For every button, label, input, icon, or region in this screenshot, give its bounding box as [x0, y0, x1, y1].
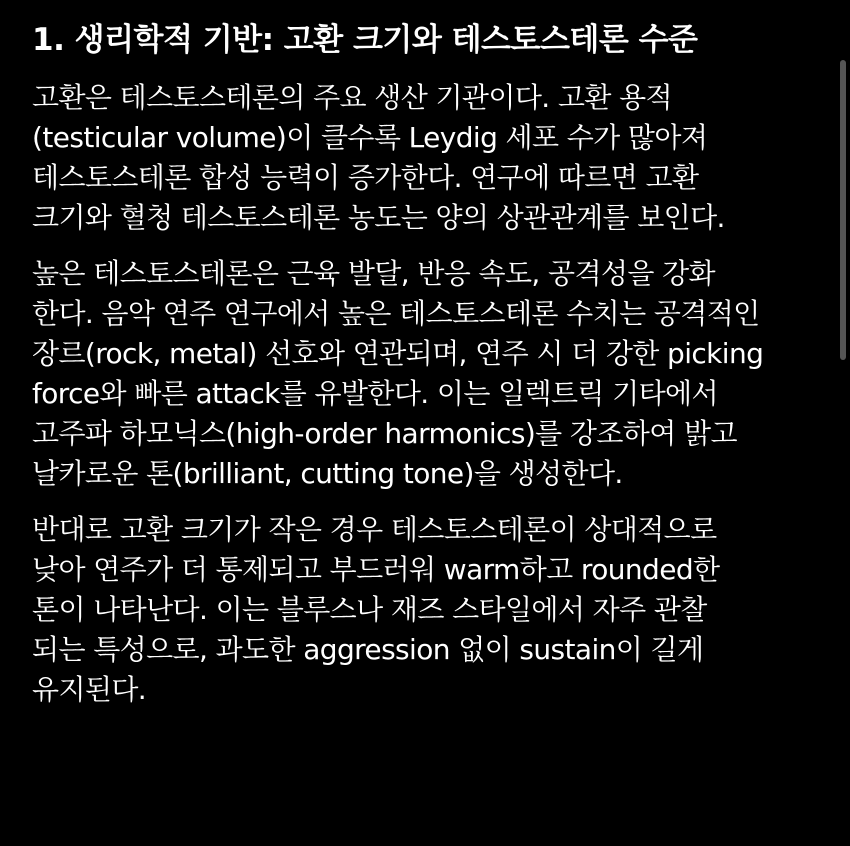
text-line: 높은 테스토스테론은 근육 발달, 반응 속도, 공격성을 강화 [32, 257, 716, 290]
text-line: (testicular volume)이 클수록 Leydig 세포 수가 많아져 [32, 121, 708, 154]
text-line: 반대로 고환 크기가 작은 경우 테스토스테론이 상대적으로 [32, 513, 717, 546]
scrollbar[interactable] [840, 0, 846, 846]
text-line: force와 빠른 attack를 유발한다. 이는 일렉트릭 기타에서 [32, 377, 718, 410]
paragraph-2 [32, 254, 822, 494]
text-line: 톤이 나타난다. 이는 블루스나 재즈 스타일에서 자주 관찰 [32, 593, 707, 626]
text-line: 유지된다. [32, 673, 147, 706]
text-line: 고환은 테스토스테론의 주요 생산 기관이다. 고환 용적 [32, 81, 672, 114]
text-line: 되는 특성으로, 과도한 aggression 없이 sustain이 길게 [32, 633, 704, 666]
text-line: 테스토스테론 합성 능력이 증가한다. 연구에 따르면 고환 [32, 161, 699, 194]
article-content [32, 16, 822, 726]
paragraph-1 [32, 78, 822, 238]
scrollbar-thumb[interactable] [840, 60, 846, 360]
text-line: 한다. 음악 연주 연구에서 높은 테스토스테론 수치는 공격적인 [32, 297, 760, 330]
section-heading: 1. 생리학적 기반: 고환 크기와 테스토스테론 수준 [32, 22, 698, 58]
paragraph-3 [32, 510, 822, 710]
text-line: 장르(rock, metal) 선호와 연관되며, 연주 시 더 강한 picking [32, 337, 764, 370]
text-line: 크기와 혈청 테스토스테론 농도는 양의 상관관계를 보인다. [32, 201, 725, 234]
text-line: 낮아 연주가 더 통제되고 부드러워 warm하고 rounded한 [32, 553, 720, 586]
text-line: 고주파 하모닉스(high-order harmonics)를 강조하여 밝고 [32, 417, 737, 450]
text-line: 날카로운 톤(brilliant, cutting tone)을 생성한다. [32, 457, 623, 490]
